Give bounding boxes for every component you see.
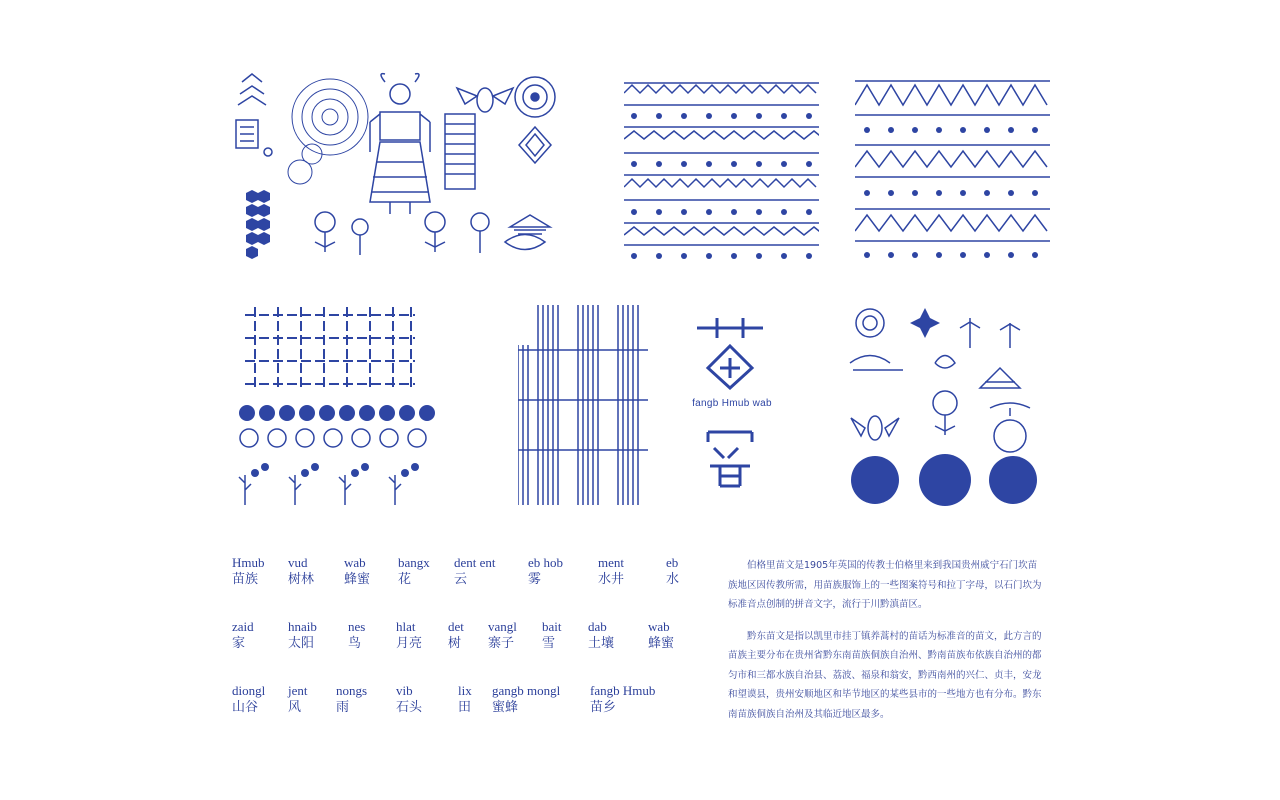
entry-roman: zaid <box>232 619 254 634</box>
brand-glyph-wordmark <box>700 428 760 488</box>
entry-han: 蜜蜂 <box>492 700 519 715</box>
motif-set <box>845 298 1045 513</box>
entry-roman: bait <box>542 619 562 634</box>
glossary-row <box>232 619 692 683</box>
entry-han: 苗乡 <box>590 700 617 715</box>
entry-roman: bangx <box>398 555 430 570</box>
entry-han: 雪 <box>542 636 556 651</box>
glossary-entry <box>232 683 265 716</box>
entry-roman: hlat <box>396 619 416 634</box>
glossary-entry <box>288 683 308 716</box>
glossary-entry <box>590 683 655 716</box>
brand-mark-icon <box>695 318 765 390</box>
glossary-entry <box>448 619 464 652</box>
entry-han: 家 <box>232 636 246 651</box>
glossary-entry <box>398 555 430 588</box>
entry-roman: fangb Hmub <box>590 683 656 698</box>
entry-han: 风 <box>288 700 302 715</box>
glossary-entry <box>288 555 314 588</box>
glossary-entry <box>232 555 265 588</box>
entry-roman: jent <box>288 683 308 698</box>
entry-roman: hnaib <box>288 619 317 634</box>
glossary-entry <box>598 555 624 588</box>
entry-roman: nongs <box>336 683 368 698</box>
entry-roman: nes <box>348 619 366 634</box>
note-paragraph: 黔东苗文是指以凯里市挂丁镇养蒿村的苗话为标准音的苗文，此方言的苗族主要分布在贵州省黔东南苗族侗族自治州、黔南苗族布依族自治州的都匀市和三都水族自治县、荔波、福泉和翁安，黔西南州的兴仁、贞丰，安龙和望谟县，贵州安顺地区和毕节地区的某些县市的一些地方也有分布。黔东南苗族侗族自治州及其临近地区最多。 <box>728 630 1042 720</box>
entry-roman: wab <box>648 619 670 634</box>
entry-roman: dab <box>588 619 607 634</box>
motif-collage-art <box>230 72 580 267</box>
entry-han: 水井 <box>598 572 625 587</box>
grid-and-borders-art <box>235 305 435 515</box>
notes <box>728 556 1046 736</box>
glossary-row <box>232 683 692 747</box>
entry-han: 蜂蜜 <box>344 572 371 587</box>
entry-han: 寨子 <box>488 636 515 651</box>
entry-han: 月亮 <box>396 636 423 651</box>
entry-han: 山谷 <box>232 700 259 715</box>
entry-roman: diongl <box>232 683 266 698</box>
entry-roman: det <box>448 619 464 634</box>
brand-roman-name: fangb Hmub wab <box>692 398 772 409</box>
glossary-entry <box>348 619 365 652</box>
glossary-entry <box>588 619 614 652</box>
entry-roman: lix <box>458 683 472 698</box>
glossary <box>232 555 692 747</box>
glossary-entry <box>458 683 472 716</box>
motif-set-art <box>845 298 1045 513</box>
glossary-entry <box>288 619 317 652</box>
grid-and-borders <box>235 305 435 515</box>
glossary-entry <box>542 619 562 652</box>
entry-han: 云 <box>454 572 468 587</box>
entry-han: 树 <box>448 636 462 651</box>
glossary-entry <box>336 683 367 716</box>
glossary-entry <box>396 683 422 716</box>
entry-han: 花 <box>398 572 412 587</box>
note-paragraph: 伯格里苗文是1905年英国的传教士伯格里来到我国贵州威宁石门坎苗族地区因传教所需，用苗族服饰上的一些图案符号和拉丁字母，以石门坎为标准音点创制的拼音文字，流行于川黔滇苗区。 <box>728 560 1042 610</box>
entry-roman: vib <box>396 683 413 698</box>
motif-collage <box>230 72 580 267</box>
glossary-entry <box>396 619 422 652</box>
entry-roman: vangl <box>488 619 517 634</box>
entry-roman: ment <box>598 555 624 570</box>
glossary-entry <box>492 683 560 716</box>
pattern-tile-1 <box>624 75 819 265</box>
pattern-tile-2 <box>855 75 1050 265</box>
entry-han: 苗族 <box>232 572 259 587</box>
entry-han: 雾 <box>528 572 542 587</box>
brand-logo <box>695 318 765 390</box>
entry-roman: dent ent <box>454 555 496 570</box>
glossary-entry <box>648 619 674 652</box>
entry-han: 太阳 <box>288 636 315 651</box>
glossary-entry <box>528 555 563 588</box>
pattern-tile-1-art <box>624 75 819 265</box>
entry-han: 田 <box>458 700 472 715</box>
pattern-tile-2-art <box>855 75 1050 265</box>
glossary-entry <box>232 619 254 652</box>
entry-han: 水 <box>666 572 680 587</box>
entry-roman: vud <box>288 555 308 570</box>
entry-roman: Hmub <box>232 555 265 570</box>
entry-roman: eb <box>666 555 679 570</box>
stripe-pattern <box>518 305 648 510</box>
glossary-entry <box>454 555 496 588</box>
glossary-entry <box>344 555 370 588</box>
stripe-pattern-art <box>518 305 648 510</box>
brand-glyph-art <box>700 428 760 488</box>
entry-roman: eb hob <box>528 555 564 570</box>
entry-roman: wab <box>344 555 366 570</box>
entry-han: 蜂蜜 <box>648 636 675 651</box>
glossary-row <box>232 555 692 619</box>
entry-han: 雨 <box>336 700 350 715</box>
entry-han: 土壤 <box>588 636 615 651</box>
glossary-entry <box>666 555 679 588</box>
entry-han: 树林 <box>288 572 315 587</box>
entry-han: 石头 <box>396 700 423 715</box>
entry-roman: gangb mongl <box>492 683 561 698</box>
glossary-entry <box>488 619 517 652</box>
entry-han: 鸟 <box>348 636 362 651</box>
